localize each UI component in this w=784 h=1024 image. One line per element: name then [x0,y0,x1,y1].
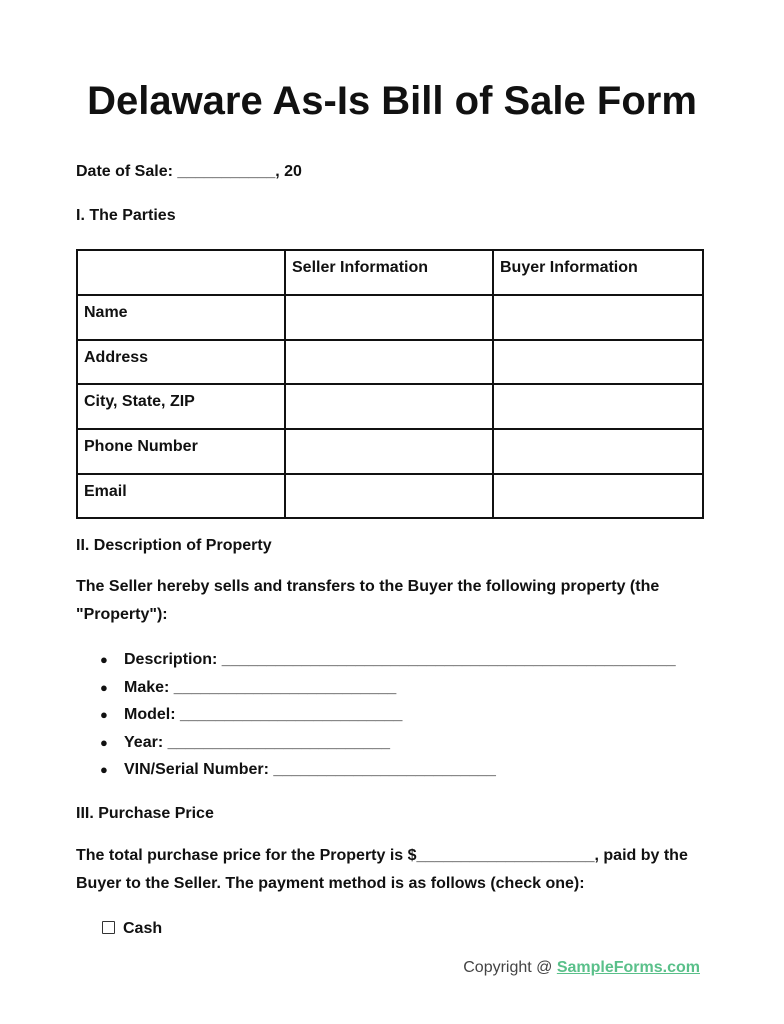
seller-cell[interactable] [285,295,493,340]
price-paragraph: The total purchase price for the Property is $____________________, paid by the Buyer to the Seller. The payment method is as follows (check one): [76,847,688,892]
section-heading-price: III. Purchase Price [76,805,214,822]
table-header-cell: Buyer Information [493,250,703,295]
property-field-year[interactable]: Year: _________________________ [124,733,391,751]
parties-table [76,249,704,519]
section-heading-parties: I. The Parties [76,207,176,224]
row-label: City, State, ZIP [77,384,285,429]
list-item [100,674,676,702]
buyer-cell[interactable] [493,474,703,518]
row-label: Email [77,474,285,518]
table-row [77,340,703,384]
row-label: Name [77,295,285,340]
list-item [100,646,676,674]
bullet-icon: ● [100,762,108,777]
bullet-icon: ● [100,734,108,750]
copyright-prefix: Copyright @ [463,959,557,976]
property-field-description[interactable]: Description: ___________________________________________________ [124,651,676,668]
seller-cell[interactable] [285,474,493,518]
seller-cell[interactable] [285,429,493,474]
brand-link[interactable]: SampleForms.com [556,959,700,976]
copyright-notice [463,959,700,977]
table-row [77,474,703,518]
table-row [77,295,703,340]
page-title: Delaware As-Is Bill of Sale Form [87,79,697,123]
checkbox-icon[interactable] [102,921,115,934]
row-label: Phone Number [77,429,285,474]
bullet-icon: ● [100,652,108,667]
seller-cell[interactable] [285,384,493,429]
table-row [77,429,703,474]
section-heading-description: II. Description of Property [76,537,272,554]
property-field-vin[interactable]: VIN/Serial Number: _________________________ [124,761,496,778]
property-field-model[interactable]: Model: _________________________ [124,706,403,723]
description-intro: The Seller hereby sells and transfers to the Buyer the following property (the "Property"): [76,578,660,623]
buyer-cell[interactable] [493,384,703,429]
buyer-cell[interactable] [493,429,703,474]
payment-option-cash[interactable] [102,919,162,939]
table-header-row [77,250,703,295]
seller-cell[interactable] [285,340,493,384]
payment-option-label: Cash [123,920,163,937]
bullet-icon: ● [100,707,108,722]
property-field-make[interactable]: Make: _________________________ [124,678,397,696]
list-item [100,729,676,757]
list-item [100,701,676,729]
buyer-cell[interactable] [493,340,703,384]
buyer-cell[interactable] [493,295,703,340]
property-list [100,646,676,784]
row-label: Address [77,340,285,384]
table-header-cell: Seller Information [285,250,493,295]
table-header-cell [77,250,285,295]
table-row [77,384,703,429]
list-item [100,756,676,784]
bullet-icon: ● [100,679,108,695]
date-of-sale: Date of Sale: ___________, 20 [76,163,302,180]
